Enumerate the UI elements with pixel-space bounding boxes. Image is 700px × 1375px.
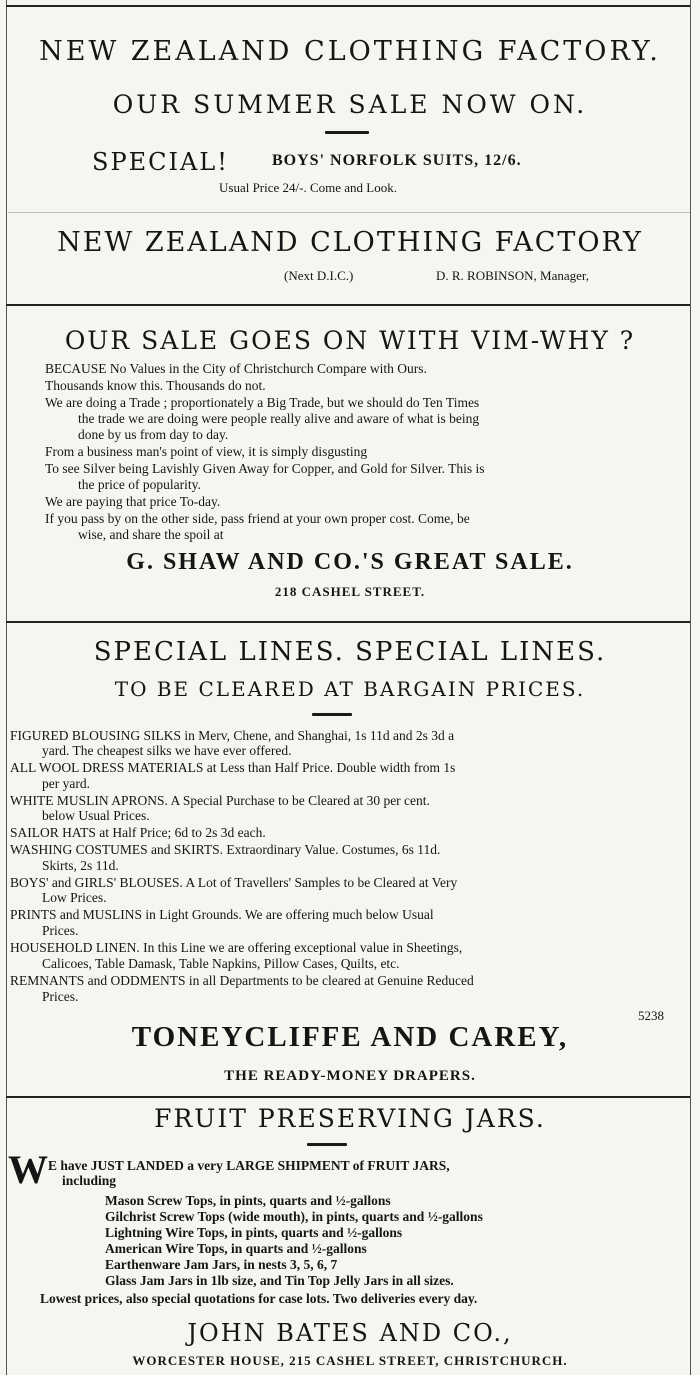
ad4-headline: FRUIT PRESERVING JARS. — [154, 1104, 546, 1133]
ad1-title: NEW ZEALAND CLOTHING FACTORY. — [39, 36, 661, 67]
ad1-title-repeat: NEW ZEALAND CLOTHING FACTORY — [57, 227, 643, 258]
ad3-item: BOYS' and GIRLS' BLOUSES. A Lot of Travellers' Samples to be Cleared at Very — [10, 875, 458, 890]
ad2-line: Thousands know this. Thousands do not. — [45, 378, 266, 393]
ad2-line: wise, and share the spoil at — [78, 527, 224, 542]
ad4-item: Mason Screw Tops, in pints, quarts and ½-gallons — [105, 1193, 391, 1208]
ad2-line: We are doing a Trade ; proportionately a Big Trade, but we should do Ten Times — [45, 395, 480, 410]
faint-rule — [8, 212, 690, 213]
divider — [307, 1143, 347, 1146]
ad2-address: 218 CASHEL STREET. — [274, 584, 426, 599]
ad2-headline: OUR SALE GOES ON WITH VIM-WHY ? — [64, 326, 636, 355]
ad4-closing: Lowest prices, also special quotations for case lots. Two deliveries every day. — [40, 1291, 478, 1306]
ad2-signature: G. SHAW AND CO.'S GREAT SALE. — [126, 549, 574, 575]
ad1-manager: D. R. ROBINSON, Manager, — [436, 268, 589, 283]
ad3-item: ALL WOOL DRESS MATERIALS at Less than Half Price. Double width from 1s — [10, 760, 456, 775]
ad4-intro-cont: including — [62, 1173, 117, 1188]
ad1-subtitle: OUR SUMMER SALE NOW ON. — [112, 90, 588, 119]
ad2-line: To see Silver being Lavishly Given Away for Copper, and Gold for Silver. This is — [45, 461, 485, 476]
ad3-item: REMNANTS and ODDMENTS in all Departments to be cleared at Genuine Reduced — [10, 973, 474, 988]
ad2-line: If you pass by on the other side, pass friend at your own proper cost. Come, be — [45, 511, 470, 526]
ad3-item: yard. The cheapest silks we have ever offered. — [42, 743, 292, 758]
ad3-item: SAILOR HATS at Half Price; 6d to 2s 3d each. — [10, 825, 266, 840]
ad2-line: done by us from day to day. — [78, 427, 229, 442]
ad4-item: Gilchrist Screw Tops (wide mouth), in pints, quarts and ½-gallons — [105, 1209, 483, 1224]
ad2-line: BECAUSE No Values in the City of Christchurch Compare with Ours. — [45, 361, 427, 376]
ad1-special-item: BOYS' NORFOLK SUITS, 12/6. — [272, 152, 522, 169]
section-rule — [6, 304, 690, 306]
ad2-line: From a business man's point of view, it is simply disgusting — [45, 444, 368, 459]
ad3-item: Prices. — [42, 989, 79, 1004]
ad4-dropcap: W — [8, 1147, 48, 1192]
ad3-item: Calicoes, Table Damask, Table Napkins, Pillow Cases, Quilts, etc. — [42, 956, 400, 971]
ad2-line: the trade we are doing were people really alive and aware of what is being — [78, 411, 480, 426]
ad3-item: FIGURED BLOUSING SILKS in Merv, Chene, and Shanghai, 1s 11d and 2s 3d a — [10, 728, 455, 743]
ad3-ref-number: 5238 — [638, 1008, 664, 1023]
ad3-item: WHITE MUSLIN APRONS. A Special Purchase to be Cleared at 30 per cent. — [10, 793, 430, 808]
ad4-item: American Wire Tops, in quarts and ½-gallons — [105, 1241, 367, 1256]
ad3-item: per yard. — [42, 776, 90, 791]
ad3-item: Skirts, 2s 11d. — [42, 858, 119, 873]
ad3-item: WASHING COSTUMES and SKIRTS. Extraordinary Value. Costumes, 6s 11d. — [10, 842, 441, 857]
ad1-next: (Next D.I.C.) — [284, 268, 354, 283]
ad3-item: HOUSEHOLD LINEN. In this Line we are offering exceptional value in Sheetings, — [10, 940, 463, 955]
ad3-item: Low Prices. — [42, 890, 107, 905]
ad4-item: Glass Jam Jars in 1lb size, and Tin Top Jelly Jars in all sizes. — [105, 1273, 454, 1288]
ad3-tagline: THE READY-MONEY DRAPERS. — [224, 1068, 476, 1084]
section-rule — [6, 621, 690, 623]
divider — [325, 131, 369, 134]
ad4-item: Earthenware Jam Jars, in nests 3, 5, 6, 7 — [105, 1257, 338, 1272]
ad3-signature: TONEYCLIFFE AND CAREY, — [131, 1021, 569, 1053]
ad2-line: the price of popularity. — [78, 477, 201, 492]
top-rule — [6, 5, 690, 7]
ad3-item: Prices. — [42, 923, 79, 938]
ad3-headline: SPECIAL LINES. SPECIAL LINES. — [93, 637, 607, 667]
divider — [312, 713, 352, 716]
ad2-line: We are paying that price To-day. — [45, 494, 221, 509]
ad3-subheadline: TO BE CLEARED AT BARGAIN PRICES. — [114, 677, 586, 701]
ad1-special: SPECIAL! — [92, 148, 229, 176]
ad3-item: below Usual Prices. — [42, 808, 150, 823]
ad4-address: WORCESTER HOUSE, 215 CASHEL STREET, CHRISTCHURCH. — [132, 1353, 568, 1368]
ad3-item: PRINTS and MUSLINS in Light Grounds. We are offering much below Usual — [10, 907, 434, 922]
ad4-intro: E have JUST LANDED a very LARGE SHIPMENT of FRUIT JARS, — [48, 1158, 450, 1173]
ad4-signature: JOHN BATES AND CO., — [187, 1319, 513, 1347]
section-rule — [6, 1096, 690, 1098]
ad1-usual-price: Usual Price 24/-. Come and Look. — [219, 180, 397, 195]
ad4-item: Lightning Wire Tops, in pints, quarts and ½-gallons — [105, 1225, 403, 1240]
